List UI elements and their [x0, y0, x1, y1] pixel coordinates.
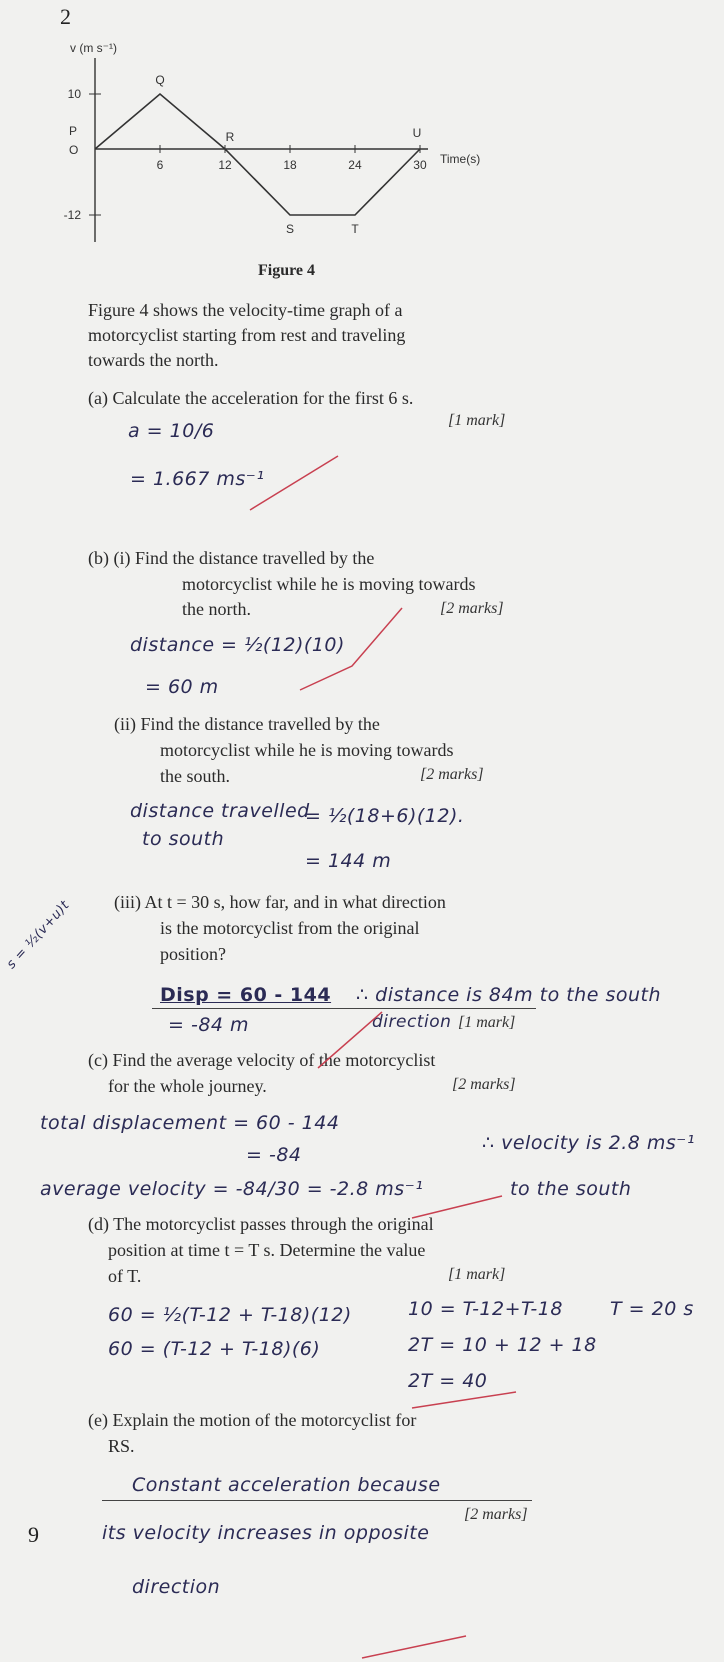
question-b-ii-marks: [2 marks] — [420, 766, 484, 783]
point-label-r: R — [225, 130, 235, 144]
question-b-i-marks: [2 marks] — [440, 600, 504, 617]
tick-mark-e — [362, 1636, 466, 1658]
answer-d-line-3: 10 = T-12+T-18 — [408, 1298, 563, 1320]
point-label-q: Q — [155, 73, 165, 87]
question-a-marks: [1 mark] — [448, 412, 506, 429]
answer-b-i-line-1: distance = ½(12)(10) — [130, 634, 345, 656]
question-b-ii-line-2: motorcyclist while he is moving towards — [160, 740, 454, 760]
answer-d-line-6: T = 20 s — [610, 1298, 694, 1320]
page-number-bottom: 9 — [28, 1522, 39, 1547]
point-label-s: S — [285, 222, 295, 236]
x-tick-label: 18 — [283, 158, 297, 172]
answer-d-line-2: 60 = (T-12 + T-18)(6) — [108, 1338, 321, 1360]
y-tick-label: 10 — [67, 87, 81, 101]
intro-line-2: motorcyclist starting from rest and traveling — [88, 325, 406, 345]
question-a: (a) Calculate the acceleration for the first 6 s. — [88, 388, 414, 408]
point-label-t: T — [351, 222, 359, 236]
page-number-top: 2 — [60, 4, 71, 29]
x-axis-label: Time(s) — [440, 152, 481, 166]
answer-a-line-2: = 1.667 ms⁻¹ — [130, 468, 265, 490]
question-b-iii-line-2: is the motorcyclist from the original — [160, 918, 420, 938]
answer-b-ii-line-4: = 144 m — [305, 850, 392, 872]
y-tick-label: -12 — [63, 208, 81, 222]
point-label-u: U — [412, 126, 422, 140]
question-e-line-1: (e) Explain the motion of the motorcyclist for — [88, 1410, 417, 1430]
question-b-ii-line-1: (ii) Find the distance travelled by the — [114, 714, 380, 734]
x-tick-label: 12 — [218, 158, 232, 172]
x-tick-label: 30 — [413, 158, 427, 172]
answer-b-iii-side-note: s = ½(v+u)t — [4, 898, 73, 973]
answer-b-ii-line-3: = ½(18+6)(12). — [305, 805, 465, 827]
tick-mark-d — [412, 1392, 516, 1408]
answer-d-line-5: 2T = 40 — [408, 1370, 488, 1392]
answer-b-i-line-2: = 60 m — [145, 676, 219, 698]
question-d-line-1: (d) The motorcyclist passes through the original — [88, 1214, 434, 1234]
question-c-line-1: (c) Find the average velocity of the motorcyclist — [88, 1050, 436, 1070]
answer-b-ii-line-2: to south — [142, 828, 225, 850]
answer-c-line-4: ∴ velocity is 2.8 ms⁻¹ — [482, 1132, 695, 1154]
answer-c-line-2: = -84 — [246, 1144, 302, 1166]
origin-label: O — [69, 143, 79, 157]
answer-b-iii-line-4: direction — [372, 1012, 452, 1032]
question-e-marks: [2 marks] — [464, 1506, 528, 1523]
question-b-iii-line-3: position? — [160, 944, 226, 964]
question-d-line-2: position at time t = T s. Determine the value — [108, 1240, 426, 1260]
question-c-line-2: for the whole journey. — [108, 1076, 267, 1096]
question-b-ii-line-3: the south. — [160, 766, 230, 786]
intro-line-3: towards the north. — [88, 350, 219, 370]
question-e-line-2: RS. — [108, 1436, 135, 1456]
x-tick-label: 6 — [156, 158, 164, 172]
answer-e-line-1: Constant acceleration because — [132, 1474, 441, 1496]
answer-a-line-1: a = 10/6 — [128, 420, 215, 442]
question-d-marks: [1 mark] — [448, 1266, 506, 1283]
question-c-marks: [2 marks] — [452, 1076, 516, 1093]
tick-mark-a — [250, 456, 338, 510]
question-b-i-line-1: (b) (i) Find the distance travelled by the — [88, 548, 375, 568]
answer-e-line-2: its velocity increases in opposite — [102, 1522, 430, 1544]
y-axis-label: v (m s⁻¹) — [70, 41, 117, 55]
answer-d-line-4: 2T = 10 + 12 + 18 — [408, 1334, 597, 1356]
answer-d-line-1: 60 = ½(T-12 + T-18)(12) — [108, 1304, 352, 1326]
tick-mark-c — [412, 1196, 502, 1218]
question-b-iii-line-1: (iii) At t = 30 s, how far, and in what direction — [114, 892, 446, 912]
figure-caption: Figure 4 — [258, 262, 316, 279]
answer-b-ii-line-1: distance travelled — [130, 800, 310, 822]
x-tick-label: 24 — [348, 158, 362, 172]
answer-c-line-5: to the south — [510, 1178, 632, 1200]
answer-c-line-3: average velocity = -84/30 = -2.8 ms⁻¹ — [40, 1178, 424, 1200]
intro-line-1: Figure 4 shows the velocity-time graph of a — [88, 300, 403, 320]
answer-b-iii-line-2: = -84 m — [168, 1014, 250, 1036]
question-d-line-3: of T. — [108, 1266, 142, 1286]
answer-b-iii-line-1: Disp = 60 - 144 — [160, 984, 332, 1006]
point-label-p: P — [68, 124, 78, 138]
answer-c-line-1: total displacement = 60 - 144 — [40, 1112, 340, 1134]
tick-mark-b-i — [300, 608, 402, 690]
answer-b-iii-line-3: ∴ distance is 84m to the south — [356, 984, 662, 1006]
answer-e-line-3: direction — [132, 1576, 221, 1598]
question-b-i-line-3: the north. — [182, 599, 251, 619]
tick-mark-b-iii — [318, 1012, 382, 1068]
question-b-iii-marks: [1 mark] — [458, 1014, 516, 1031]
question-b-i-line-2: motorcyclist while he is moving towards — [182, 574, 476, 594]
